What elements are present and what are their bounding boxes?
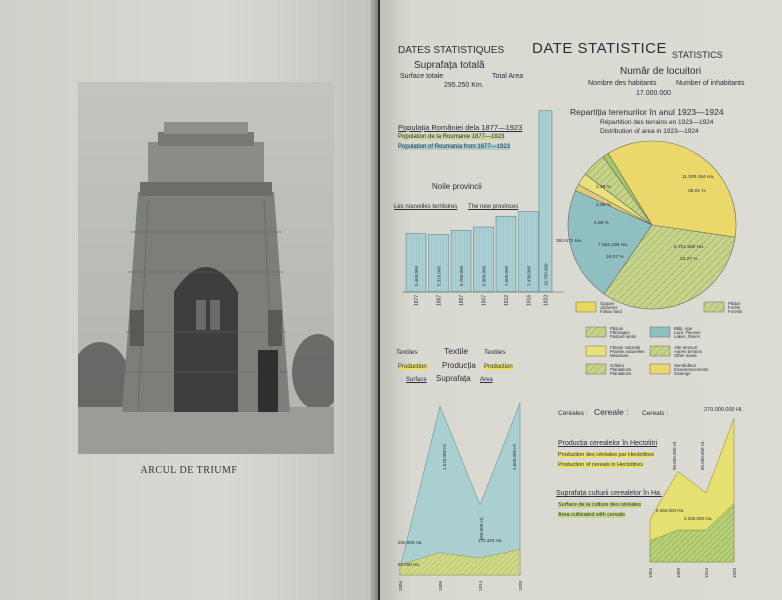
cereals-value-1: 80.000.000 Hl. [700, 440, 705, 470]
legend-fr-6: Plantations [610, 367, 632, 372]
textiles-surf-ro: Suprafața [436, 374, 471, 383]
textiles-prod-en: Production [484, 364, 513, 370]
new-provinces-en: The new provinces [468, 204, 519, 210]
pop-value: 17.000.000 [636, 90, 672, 97]
land-title-en: Distribution of area in 1923—1924 [600, 128, 699, 135]
new-provinces-fr: Les nouvelles territoires [394, 204, 458, 210]
cereals-year-1914: 1914 [704, 567, 709, 578]
cereals-prod-ro: Producția cerealelor în Hectolitri [558, 440, 658, 447]
cereals-surf-ro: Suprafața culturii cerealelor în Ha. [556, 490, 662, 497]
pop-en: Number of inhabitants [676, 80, 745, 87]
new-provinces-ro: Noile provincii [432, 182, 482, 191]
land-title-ro: Repartiția terenurilor în anul 1923—1924 [570, 107, 724, 117]
pop-fr: Nombre des habitants [588, 80, 657, 87]
legend-en-6: Plantations [610, 371, 632, 376]
textiles-year-1904: 1904 [398, 580, 403, 591]
pie-label-9: 4.98 % [594, 221, 609, 226]
population-year-1897: 1897 [459, 294, 465, 306]
cereals-value-0: 90.000.000 Hl. [672, 440, 677, 470]
cereals-value-2: 6.050.000 Ha. [656, 508, 685, 513]
cereals-prod-fr: Production des céréales par Hectolitres [558, 452, 654, 458]
textiles-value-5: 60.000 Ha. [398, 562, 421, 567]
textiles-title-fr: Textiles [396, 349, 418, 356]
cereals-title-en: Cereals : [642, 410, 669, 417]
left-page [0, 0, 378, 600]
title-ro: DATE STATISTICE [532, 40, 668, 57]
right-page [380, 0, 782, 600]
pie-label-1: 38.01 % [688, 189, 706, 194]
population-bar-label-1877: 5.400.000 [414, 265, 419, 286]
cereals-title-fr: Céréales : [558, 410, 588, 417]
pop-ro: Număr de locuitori [620, 66, 702, 77]
land-title-fr: Répartition des terrains en 1923—1924 [600, 119, 714, 126]
cereals-year-1920: 1920 [732, 567, 737, 578]
population-year-1907: 1907 [481, 294, 488, 306]
pie-label-6: 393.672 Ha. [556, 239, 583, 244]
pie-label-8: 2.48 % [596, 203, 611, 208]
pie-label-7: 1.36 % [596, 185, 611, 190]
area-en: Total Area [492, 73, 524, 80]
legend-fr-5: Autres terrains [674, 349, 702, 354]
population-bar-label-1887: 5.310.000 [436, 265, 442, 286]
population-year-1877: 1877 [414, 294, 420, 306]
area-value: 295.250 Km. [444, 82, 484, 89]
legend-en-1: Forests [728, 309, 743, 314]
title-en: STATISTICS [672, 50, 723, 60]
legend-en-3: Lakes, Rivers [674, 334, 701, 339]
population-bar-label-1912: 7.000.000 [504, 265, 509, 286]
legend-fr-3: Lacs, Fleuves [674, 330, 701, 335]
legend-en-0: Fallow land [600, 309, 622, 314]
area-ro: Suprafața totală [414, 60, 485, 71]
cereals-year-1904: 1904 [648, 567, 653, 578]
legend-fr-4: Prairies naturelles [610, 349, 645, 354]
textiles-value-1: 650.000 Hl. [479, 516, 484, 540]
population-bar-label-1907: 6.000.000 [481, 265, 487, 286]
textiles-value-3: 170.325 Ha. [478, 538, 503, 543]
cereals-surf-fr: Surface de la culture des céréales [558, 502, 642, 508]
cereals-value-3: 4.330.000 Ha. [684, 516, 713, 521]
textiles-value-0: 1.570.000 Hl. [442, 443, 447, 470]
textiles-value-4: 200.000 Ha. [398, 540, 423, 545]
textiles-prod-fr: Production [398, 364, 427, 370]
title-fr: DATES STATISTIQUES [398, 45, 505, 56]
cereals-area-svg [380, 0, 782, 600]
triumphal-arch-photo [78, 82, 334, 454]
cereals-surf-en: Area cultivated with cereals [558, 512, 625, 518]
pie-label-2: 7.562.198 Ha. [598, 243, 629, 248]
legend-ro-5: Alte terenuri [674, 345, 698, 350]
legend-en-7: Sowings [674, 371, 691, 376]
legend-ro-2: Pășuni [610, 326, 624, 331]
population-year-1916: 1916 [526, 294, 533, 306]
legend-en-4: Meadows [610, 353, 629, 358]
area-fr: Surface totale [400, 73, 444, 80]
textiles-year-1914: 1914 [478, 580, 483, 591]
pie-label-0: 11.000.184 Ha. [682, 175, 715, 180]
pie-label-4: 6.701.590 Ha. [674, 245, 705, 250]
pop-chart-title-en: Population of Roumania from 1877—1923 [398, 144, 511, 150]
photo-caption: ARCUL DE TRIUMF [140, 465, 238, 476]
legend-ro-7: Semănături [674, 363, 696, 368]
pie-label-3: 34.07 % [606, 255, 624, 260]
population-year-1923: 1923 [543, 294, 550, 306]
pop-chart-title-fr: Population de la Roumanie 1877—1923 [398, 134, 505, 140]
legend-fr-1: Forêts [728, 305, 741, 310]
legend-ro-1: Păduri [728, 301, 741, 306]
textiles-prod-ro: Producția [442, 361, 476, 370]
pie-label-5: 23.27 % [680, 257, 698, 262]
legend-fr-2: Pâturages [610, 330, 630, 335]
legend-ro-3: Bălți, Ape [674, 326, 693, 331]
textiles-surf-en: Area [480, 377, 493, 383]
legend-en-2: Pasture lands [610, 334, 637, 339]
cereals-prod-en: Production of cereals in Hectolitres [558, 462, 643, 468]
population-year-1912: 1912 [504, 294, 510, 306]
textiles-value-2: 1.600.000 Hl. [512, 443, 517, 470]
textiles-year-1920: 1920 [518, 580, 523, 591]
population-year-1887: 1887 [436, 294, 443, 306]
textiles-surf-fr: Surface [406, 377, 427, 383]
legend-fr-7: Ensemencements [674, 367, 709, 372]
cereals-year-1909: 1909 [676, 567, 681, 578]
cereals-top-value: 270.000.000 Hl. [704, 407, 743, 413]
textiles-year-1909: 1909 [438, 580, 443, 591]
population-bar-label-1916: 7.430.000 [526, 265, 532, 286]
pop-chart-title-ro: Populația României dela 1877—1923 [398, 123, 523, 132]
legend-ro-4: Fânețe naturale [610, 345, 641, 350]
textiles-title-ro: Textile [444, 346, 469, 356]
population-bar-label-1897: 5.700.000 [459, 265, 464, 286]
cereals-title-ro: Cereale : [594, 407, 629, 417]
textiles-title-en: Textiles [484, 349, 506, 356]
legend-ro-6: Grădini [610, 363, 624, 368]
legend-fr-0: Jachères [600, 305, 618, 310]
population-bar-label-1923: 16.750.000 [543, 263, 549, 286]
legend-en-5: Other areas [674, 353, 697, 358]
legend-ro-0: Ogoare [600, 301, 615, 306]
